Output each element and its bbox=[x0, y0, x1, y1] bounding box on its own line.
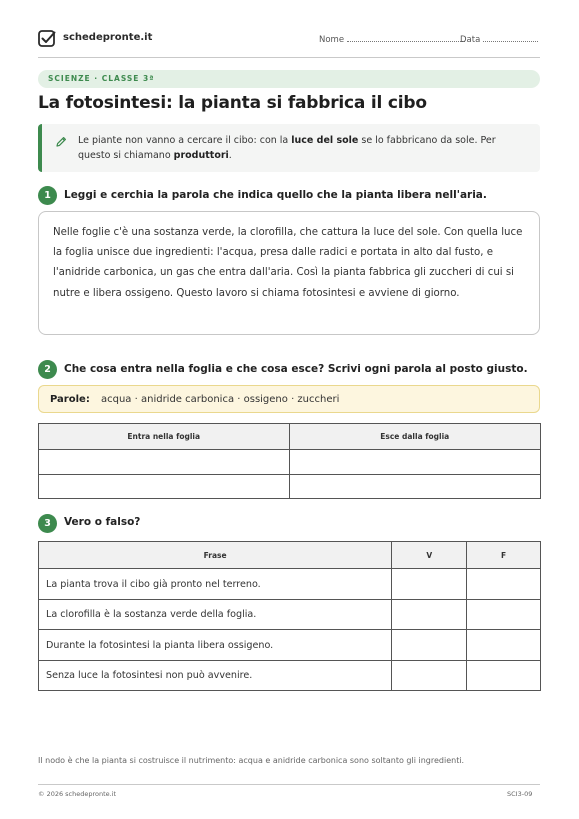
statement-cell: Senza luce la fotosintesi non può avvenire. bbox=[39, 661, 392, 691]
date-label: Data bbox=[460, 35, 481, 45]
reading-passage[interactable]: Nelle foglie c'è una sostanza verde, la clorofilla, che cattura la luce del sole. Con quella luce la foglia unisce due ingredienti: l'acqua, presa dalle radici e portata in alto dal fusto, e l'anidride carbonica, un gas che entra dall'aria. Così la pianta fabbrica gli zuccheri di cui si nutre e libera ossigeno. Questo lavoro si chiama fotosintesi e avviene di giorno. bbox=[53, 227, 523, 299]
true-false-table bbox=[38, 541, 541, 691]
statement-cell: Durante la fotosintesi la pianta libera ossigeno. bbox=[39, 630, 392, 661]
question-number-3: 3 bbox=[38, 514, 57, 533]
intro-text bbox=[78, 133, 528, 163]
word-bank-list: acqua · anidride carbonica · ossigeno · zuccheri bbox=[101, 394, 340, 405]
pencil-icon bbox=[55, 136, 67, 148]
column-phrase-header: Frase bbox=[39, 542, 392, 569]
question-1-text: Leggi e cerchia la parola che indica quello che la pianta libera nell'aria. bbox=[64, 189, 487, 201]
name-line[interactable] bbox=[347, 34, 465, 42]
table-row bbox=[39, 600, 541, 630]
word-bank bbox=[38, 385, 540, 413]
intro-text-part: . bbox=[228, 150, 232, 161]
table-row bbox=[39, 661, 541, 691]
false-cell[interactable] bbox=[467, 569, 541, 600]
true-cell[interactable] bbox=[392, 661, 467, 691]
subject-bar bbox=[38, 70, 540, 88]
table-row bbox=[39, 450, 541, 475]
question-3-text: Vero o falso? bbox=[64, 516, 141, 528]
page-header bbox=[38, 30, 540, 58]
question-number-2: 2 bbox=[38, 360, 57, 379]
statement-cell: La pianta trova il cibo già pronto nel terreno. bbox=[39, 569, 392, 600]
intro-text-part: se lo fabbricano da sole. Per questo si chiamano bbox=[78, 135, 496, 161]
intro-box bbox=[38, 124, 540, 172]
checkbox-logo-icon bbox=[38, 30, 56, 48]
intro-bold-producers: produttori bbox=[173, 150, 229, 161]
footer-divider bbox=[38, 784, 540, 785]
true-cell[interactable] bbox=[392, 600, 467, 630]
worksheet-code: SCI3-09 bbox=[507, 790, 533, 798]
false-cell[interactable] bbox=[467, 661, 541, 691]
reading-passage-box bbox=[38, 211, 540, 335]
table-row bbox=[39, 569, 541, 600]
answer-cell-out[interactable] bbox=[289, 475, 541, 499]
name-field[interactable] bbox=[319, 34, 465, 45]
page-title: La fotosintesi: la pianta si fabbrica il cibo bbox=[38, 93, 427, 113]
column-true-header: V bbox=[392, 542, 467, 569]
true-cell[interactable] bbox=[392, 630, 467, 661]
false-cell[interactable] bbox=[467, 600, 541, 630]
date-line[interactable] bbox=[483, 34, 538, 42]
answer-cell-out[interactable] bbox=[289, 450, 541, 475]
intro-text-part: Le piante non vanno a cercare il cibo: con la bbox=[78, 135, 292, 146]
in-out-table bbox=[38, 423, 541, 499]
answer-cell-in[interactable] bbox=[39, 475, 290, 499]
table-row bbox=[39, 475, 541, 499]
false-cell[interactable] bbox=[467, 630, 541, 661]
brand-name: schedepronte.it bbox=[63, 32, 153, 43]
word-bank-label: Parole: bbox=[50, 394, 90, 405]
statement-cell: La clorofilla è la sostanza verde della foglia. bbox=[39, 600, 392, 630]
subject-label: SCIENZE · CLASSE 3ª bbox=[48, 74, 155, 83]
question-2-text: Che cosa entra nella foglia e che cosa esce? Scrivi ogni parola al posto giusto. bbox=[64, 363, 528, 375]
column-in-header: Entra nella foglia bbox=[39, 424, 290, 450]
intro-bold-sun: luce del sole bbox=[291, 135, 359, 146]
column-out-header: Esce dalla foglia bbox=[289, 424, 541, 450]
question-number-1: 1 bbox=[38, 186, 57, 205]
footer-note: Il nodo è che la pianta si costruisce il nutrimento: acqua e anidride carbonica sono soltanto gli ingredienti. bbox=[38, 756, 465, 765]
footer-copyright: © 2026 schedepronte.it bbox=[38, 790, 117, 798]
column-false-header: F bbox=[467, 542, 541, 569]
table-row bbox=[39, 630, 541, 661]
true-cell[interactable] bbox=[392, 569, 467, 600]
answer-cell-in[interactable] bbox=[39, 450, 290, 475]
date-field[interactable] bbox=[460, 34, 538, 45]
name-label: Nome bbox=[319, 35, 345, 45]
